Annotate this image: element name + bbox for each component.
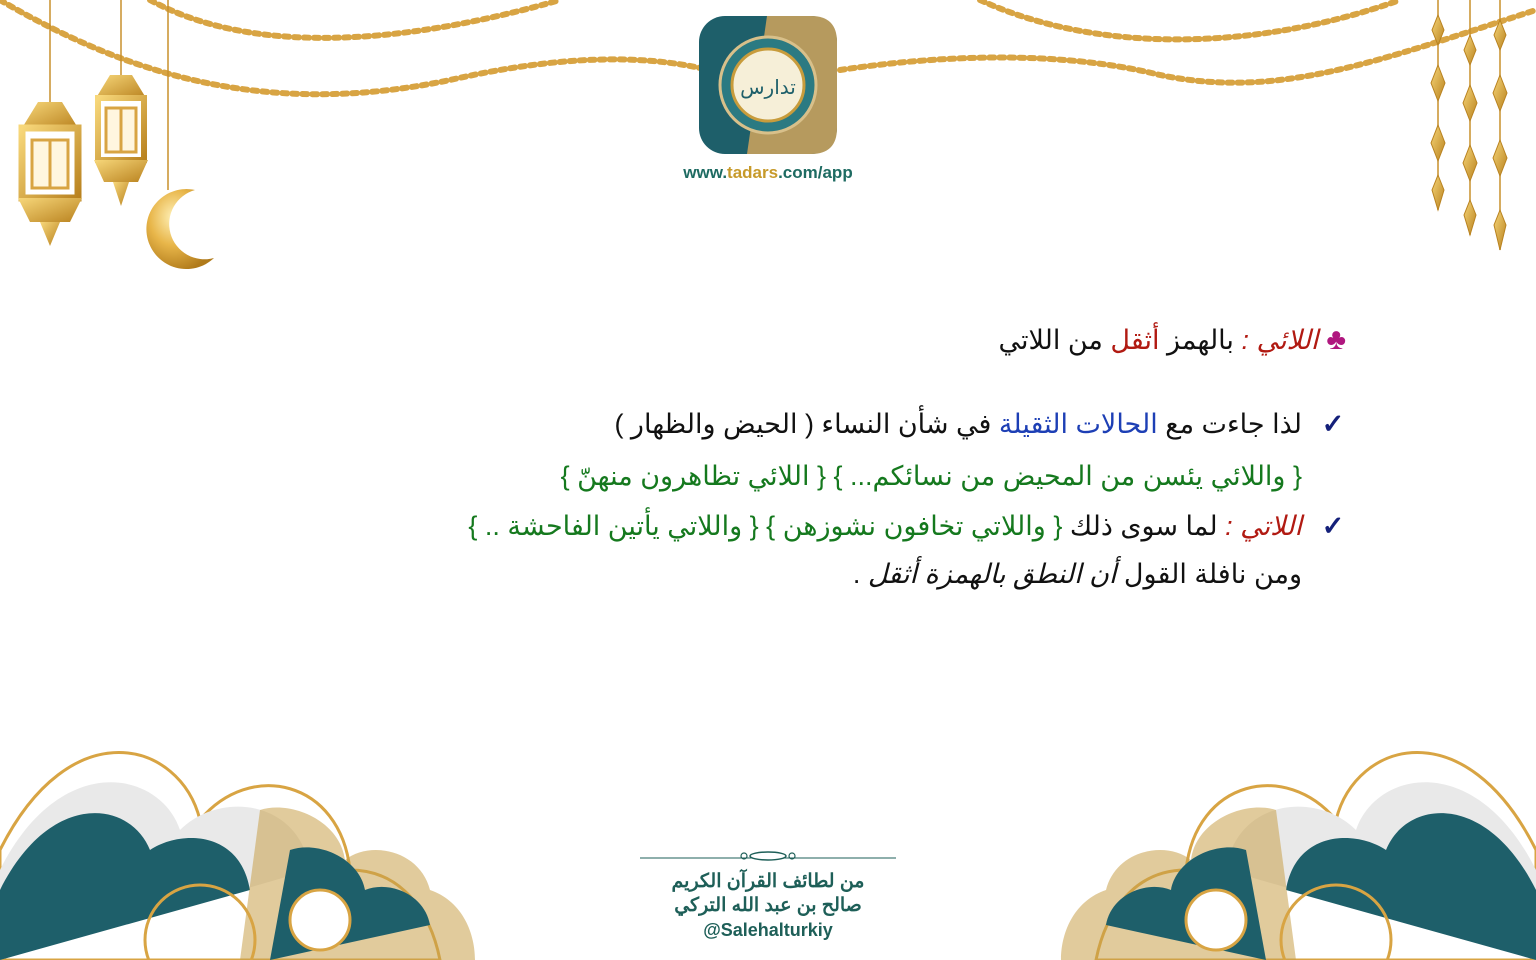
term-allai: اللائي :: [1241, 325, 1319, 355]
logo-text: تدارس: [740, 75, 796, 99]
lantern-left2-icon: [94, 0, 148, 206]
line-2: [166, 402, 1346, 446]
garland-left: [0, 0, 700, 94]
crescent-moon-icon: [146, 0, 214, 269]
line1-text-b: من اللاتي: [998, 325, 1111, 355]
line5-text-b: .: [852, 559, 868, 589]
footer-handle[interactable]: @Salehalturkiy: [703, 920, 833, 940]
line4-text-a: لما سوى ذلك: [1062, 511, 1226, 541]
term-allati: اللاتي :: [1225, 511, 1302, 541]
garland-right: [840, 0, 1536, 83]
site-url[interactable]: [640, 163, 896, 183]
mandala-right-icon: [1061, 753, 1536, 960]
mandala-left-icon: [0, 753, 475, 960]
line5-text-a: ومن نافلة القول: [1116, 559, 1302, 589]
footer-author: صالح بن عبد الله التركي: [674, 895, 862, 916]
main-content: [166, 318, 1346, 596]
line-3-verses: { واللائي يئسن من المحيض من نسائكم... } { اللائي تظاهرون منهنّ }: [560, 461, 1302, 491]
club-bullet-icon: ♣: [1326, 323, 1346, 356]
url-suffix: .com/app: [778, 163, 853, 182]
footer-divider: [640, 850, 896, 864]
url-prefix: www.: [683, 163, 728, 182]
line-1: [166, 318, 1346, 362]
check-icon: ✓: [1321, 409, 1345, 439]
line4-verses: { واللاتي تخافون نشوزهن } { واللاتي يأتين الفاحشة .. }: [468, 511, 1063, 541]
line2-text-b: في شأن النساء ( الحيض والظهار ): [614, 409, 999, 439]
footer-credits: [630, 870, 906, 942]
line5-italic: أن النطق بالهمزة أثقل: [867, 559, 1117, 589]
line-5: [166, 552, 1346, 596]
line1-text-a: بالهمز: [1159, 325, 1242, 355]
url-brand: tadars: [727, 163, 779, 182]
line2-text-a: لذا جاءت مع: [1157, 409, 1302, 439]
tadars-logo[interactable]: [697, 14, 839, 156]
highlight-athqal: أثقل: [1110, 325, 1160, 355]
line-4: [166, 504, 1346, 548]
check-icon: ✓: [1321, 511, 1345, 541]
footer-series-title: من لطائف القرآن الكريم: [671, 871, 865, 892]
highlight-heavy-cases: الحالات الثقيلة: [998, 409, 1158, 439]
